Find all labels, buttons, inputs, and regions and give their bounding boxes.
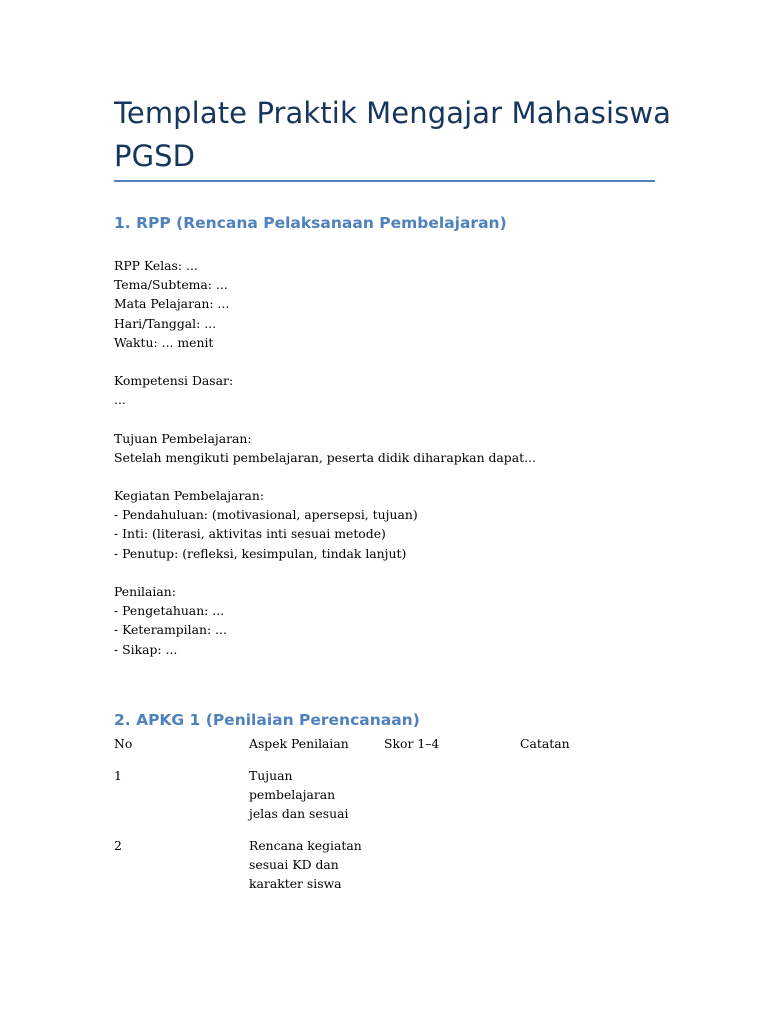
- table-header-aspek: Aspek Penilaian: [249, 736, 349, 751]
- document-title: [114, 92, 672, 178]
- penilaian-pengetahuan: - Pengetahuan: ...: [114, 603, 225, 619]
- kompetensi-dasar-block: [114, 371, 233, 409]
- penilaian-keterampilan: - Keterampilan: ...: [114, 622, 227, 638]
- penilaian-block: [114, 582, 227, 659]
- table-header-skor: Skor 1–4: [384, 736, 440, 751]
- kegiatan-pembelajaran-block: [114, 486, 418, 563]
- row-2-aspek: Rencana kegiatan sesuai KD dan karakter siswa: [249, 838, 362, 892]
- kegiatan-penutup: - Penutup: (refleksi, kesimpulan, tindak lanjut): [114, 545, 407, 561]
- row-1-no: 1: [114, 768, 122, 783]
- rpp-waktu: Waktu: ... menit: [114, 334, 214, 350]
- penilaian-sikap: - Sikap: ...: [114, 641, 178, 657]
- table-header-no: No: [114, 736, 133, 751]
- tujuan-pembelajaran-block: [114, 429, 536, 467]
- rpp-identity-list: [114, 256, 229, 352]
- rpp-mata-pelajaran: Mata Pelajaran: ...: [114, 296, 230, 312]
- kegiatan-pendahuluan: - Pendahuluan: (motivasional, apersepsi, tujuan): [114, 507, 418, 523]
- kegiatan-inti: - Inti: (literasi, aktivitas inti sesuai metode): [114, 526, 386, 542]
- document-title-line-2: PGSD: [114, 139, 196, 173]
- section-2-heading: 2. APKG 1 (Penilaian Perencanaan): [114, 711, 420, 729]
- rpp-kelas: RPP Kelas: ...: [114, 258, 198, 273]
- rpp-tema-subtema: Tema/Subtema: ...: [114, 277, 228, 293]
- document-title-line-1: Template Praktik Mengajar Mahasiswa: [114, 96, 672, 130]
- table-header-catatan: Catatan: [520, 736, 570, 751]
- row-1-aspek: Tujuan pembelajaran jelas dan sesuai: [249, 768, 349, 822]
- section-1-heading: 1. RPP (Rencana Pelaksanaan Pembelajaran): [114, 214, 507, 232]
- kompetensi-dasar-value: ...: [114, 392, 126, 408]
- tujuan-pembelajaran-value: Setelah mengikuti pembelajaran, peserta didik diharapkan dapat...: [114, 450, 536, 466]
- penilaian-label: Penilaian:: [114, 584, 176, 599]
- rpp-hari-tanggal: Hari/Tanggal: ...: [114, 315, 217, 331]
- title-divider: [114, 180, 655, 182]
- row-2-no: 2: [114, 838, 122, 853]
- tujuan-pembelajaran-label: Tujuan Pembelajaran:: [114, 431, 252, 446]
- kompetensi-dasar-label: Kompetensi Dasar:: [114, 373, 234, 388]
- kegiatan-pembelajaran-label: Kegiatan Pembelajaran:: [114, 488, 264, 503]
